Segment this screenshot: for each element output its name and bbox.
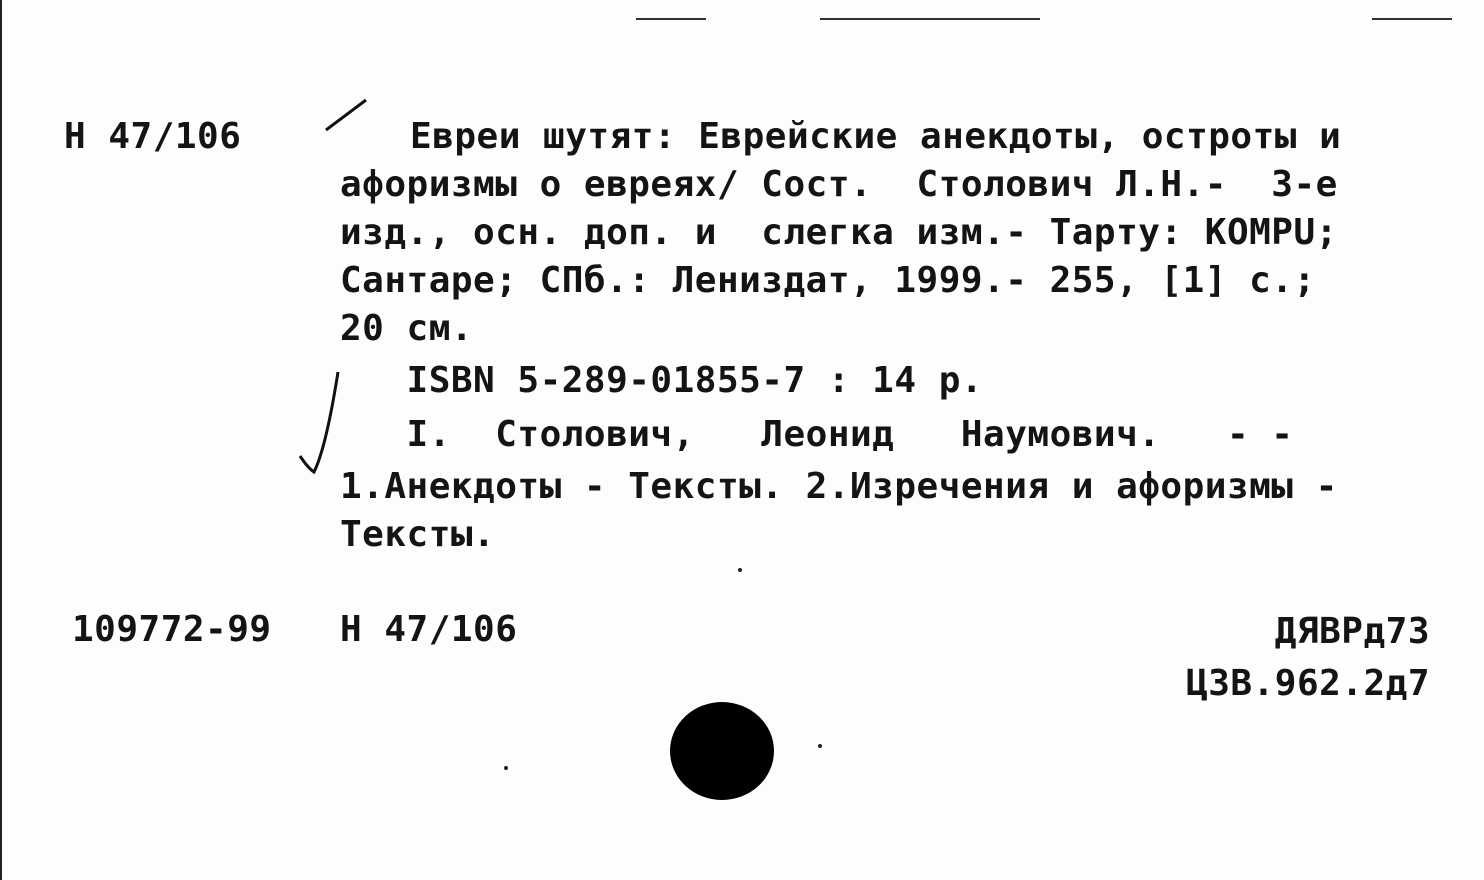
inventory-number: 109772-99 <box>72 609 272 650</box>
shelf-mark-bottom: Н 47/106 <box>340 609 518 650</box>
speck <box>738 568 742 572</box>
handwritten-check-mark <box>296 368 346 478</box>
shelf-mark-top: Н 47/106 <box>64 116 242 157</box>
card-line-5: 20 см. <box>340 308 474 349</box>
card-punch-hole <box>670 702 774 800</box>
card-line-1: Евреи шутят: Еврейские анекдоты, остроты и <box>410 116 1342 157</box>
classification-code-2: ЦЗВ.962.2д7 <box>1186 663 1430 704</box>
card-line-subjects: 1.Анекдоты - Тексты. 2.Изречения и афоризмы - <box>340 466 1338 507</box>
card-line-4: Сантаре; СПб.: Лениздат, 1999.- 255, [1] с.; <box>340 260 1316 301</box>
card-top-edge <box>820 18 1040 20</box>
classification-code-1: ДЯВРд73 <box>1274 611 1430 652</box>
speck <box>504 766 508 770</box>
card-top-edge <box>636 18 706 20</box>
card-top-edge <box>1372 18 1452 20</box>
speck <box>818 744 822 748</box>
card-left-edge <box>0 0 2 880</box>
card-line-2: афоризмы о евреях/ Сост. Столович Л.Н.- 3-е <box>340 164 1338 205</box>
card-line-3: изд., осн. доп. и слегка изм.- Тарту: KOMPU; <box>340 212 1338 253</box>
card-line-subjects-cont: Тексты. <box>340 514 496 555</box>
handwritten-slash-mark <box>320 96 370 136</box>
card-line-isbn: ISBN 5-289-01855-7 : 14 р. <box>340 360 984 401</box>
card-line-author: I. Столович, Леонид Наумович. - - <box>340 414 1294 455</box>
